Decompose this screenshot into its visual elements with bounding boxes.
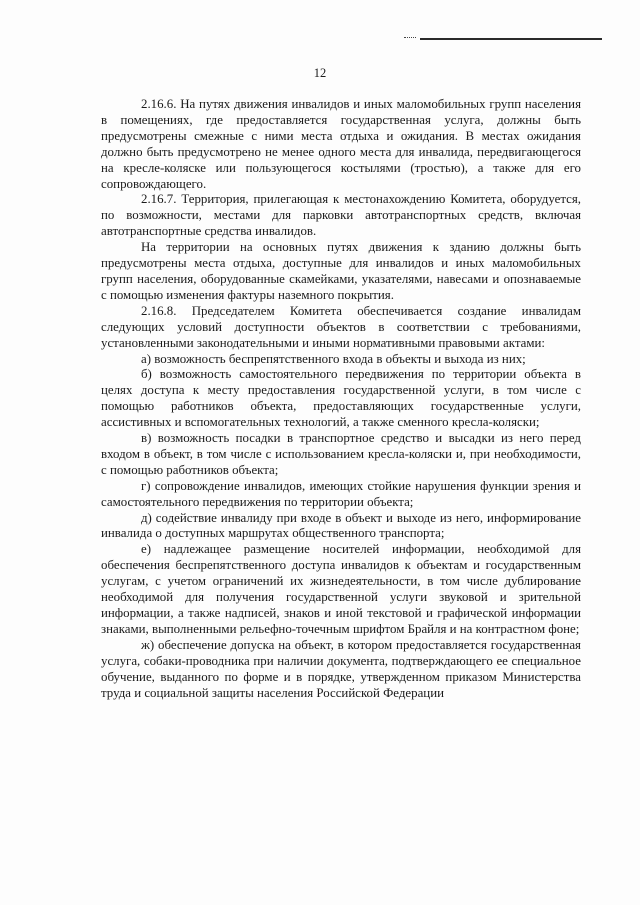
list-item-d: д) содействие инвалиду при входе в объект и выходе из него, информирование инвалида о доступных маршрутах общественного транспорта; — [101, 510, 581, 541]
paragraph-2-16-6: 2.16.6. На путях движения инвалидов и иных маломобильных групп населения в помещениях, где предоставляется государственная услуга, должны быть предусмотрены смежные с ними места отдыха и ожидания. В местах ожидания должно быть предусмотрено не менее одного места для инвалида, передвигающегося на кресле-коляске или пользующегося костылями (тростью), а также для его сопровождающего. — [101, 97, 581, 191]
list-item-a: а) возможность беспрепятственного входа в объекты и выхода из них; — [141, 351, 526, 366]
list-item-zh: ж) обеспечение допуска на объект, в котором предоставляется государственная услуга, собаки-проводника при наличии документа, подтверждающего ее специальное обучение, выданного по форме и в порядке, утвержденном приказом Министерства труда и социальной защиты населения Российской Федерации — [101, 637, 581, 700]
list-item-v: в) возможность посадки в транспортное средство и высадки из него перед входом в объект, в том числе с использованием кресла-коляски и, при необходимости, с помощью работников объекта; — [101, 431, 581, 477]
page-number: 12 — [313, 66, 327, 80]
paragraph-2-16-8: 2.16.8. Председателем Комитета обеспечивается создание инвалидам следующих условий доступности объектов в соответствии с требованиями, установленными законодательными и иными нормативными правовыми актами: — [101, 303, 581, 350]
paragraph-2-16-7: 2.16.7. Территория, прилегающая к местонахождению Комитета, оборудуется, по возможности, местами для парковки автотранспортных средств, включая автотранспортные средства инвалидов. — [101, 192, 581, 239]
list-item-b: б) возможность самостоятельного передвижения по территории объекта в целях доступа к месту предоставления государственной услуги, в том числе с помощью работников объекта, предоставляющих государственные услуги, ассистивных и вспомогательных технологий, а также сменного кресла-коляски; — [101, 367, 581, 430]
list-item-g: г) сопровождение инвалидов, имеющих стойкие нарушения функции зрения и самостоятельного передвижения по территории объекта; — [101, 478, 581, 509]
header-rule — [420, 38, 602, 40]
header-dotted-mark — [404, 37, 416, 38]
paragraph-territory: На территории на основных путях движения к зданию должны быть предусмотрены места отдыха, доступные для инвалидов и иных маломобильных групп населения, оборудованные скамейками, указателями, навесами и опознаваемые с помощью изменения фактуры наземного покрытия. — [101, 240, 581, 302]
list-item-e: е) надлежащее размещение носителей информации, необходимой для обеспечения беспрепятственного доступа инвалидов к объектам и государственным услугам, с учетом ограничений их жизнедеятельности, в том числе дублирование необходимой для получения государственной услуги звуковой и зрительной информации, а также надписей, знаков и иной текстовой и графической информации знаками, выполненными рельефно-точечным шрифтом Брайля и на контрастном фоне; — [101, 542, 581, 636]
document-body — [101, 97, 581, 701]
